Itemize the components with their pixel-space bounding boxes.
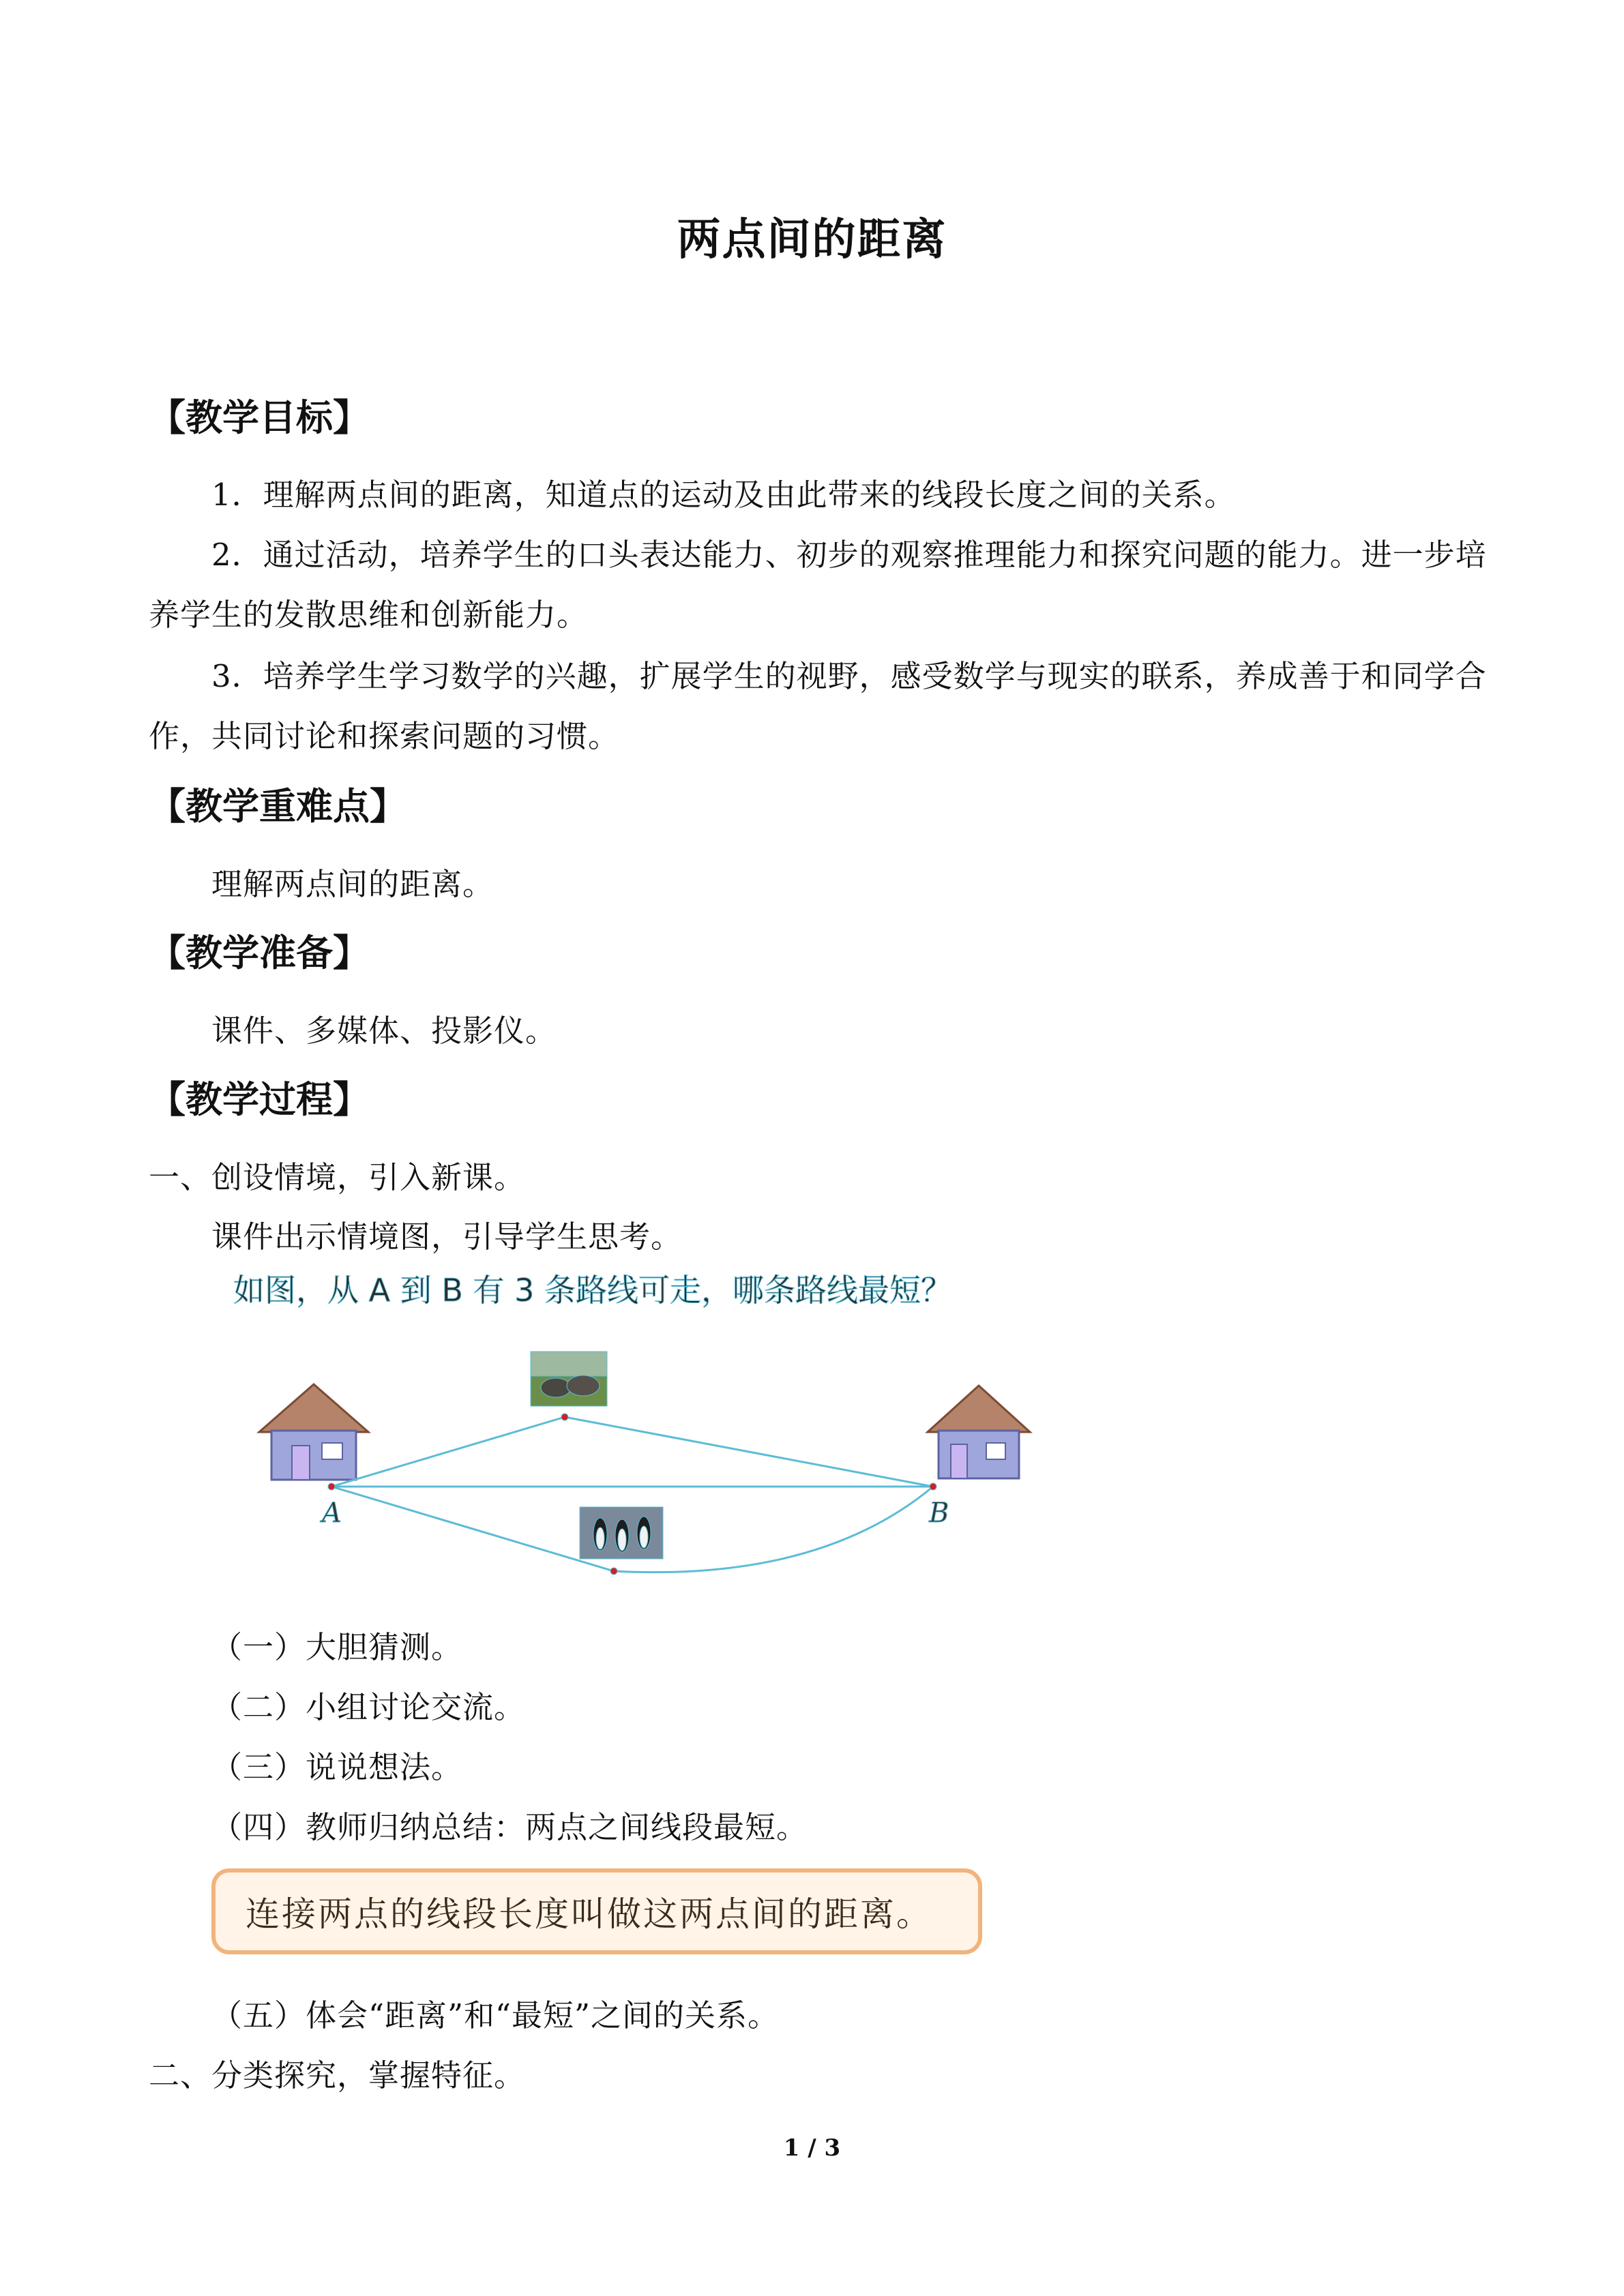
top-midpoint-marker xyxy=(561,1414,568,1420)
preparation-text: 课件、多媒体、投影仪。 xyxy=(211,1013,557,1049)
point-a-marker xyxy=(328,1483,335,1490)
objective-item-3: 3．培养学生学习数学的兴趣，扩展学生的视野，感受数学与现实的联系，养成善于和同学合作，共同讨论和探索问题的习惯。 xyxy=(149,658,1487,754)
heading-objectives: 【教学目标】 xyxy=(149,396,370,439)
process-part1-intro: 课件出示情境图，引导学生思考。 xyxy=(211,1219,683,1255)
heading-preparation: 【教学准备】 xyxy=(149,931,370,974)
point-a-label: A xyxy=(322,1497,342,1529)
route-diagram xyxy=(205,1262,1112,1589)
point-b-marker xyxy=(930,1483,936,1490)
step-1: （一）大胆猜测。 xyxy=(211,1629,463,1665)
house-a-icon xyxy=(259,1384,368,1480)
heading-process: 【教学过程】 xyxy=(149,1078,370,1121)
house-b-icon xyxy=(928,1386,1030,1478)
elephants-photo-icon xyxy=(531,1352,607,1406)
process-part2-title: 二、分类探究，掌握特征。 xyxy=(149,2057,526,2093)
definition-callout: 连接两点的线段长度叫做这两点间的距离。 xyxy=(211,1868,982,1954)
objective-item-1: 1．理解两点间的距离，知道点的运动及由此带来的线段长度之间的关系。 xyxy=(211,477,1236,513)
penguins-photo-icon xyxy=(580,1507,663,1559)
route-top xyxy=(331,1417,933,1487)
objective-item-2: 2．通过活动，培养学生的口头表达能力、初步的观察推理能力和探究问题的能力。进一步培养学生的发散思维和创新能力。 xyxy=(149,537,1487,633)
heading-key-points: 【教学重难点】 xyxy=(149,785,407,828)
bottom-midpoint-marker xyxy=(610,1568,617,1575)
diagram-question: 如图，从 A 到 B 有 3 条路线可走，哪条路线最短？ xyxy=(233,1272,953,1309)
step-5: （五）体会“距离”和“最短”之间的关系。 xyxy=(211,1997,780,2033)
step-3: （三）说说想法。 xyxy=(211,1749,463,1785)
step-4: （四）教师归纳总结：两点之间线段最短。 xyxy=(211,1809,808,1845)
step-2: （二）小组讨论交流。 xyxy=(211,1689,526,1725)
key-points-text: 理解两点间的距离。 xyxy=(211,866,494,902)
page-title: 两点间的距离 xyxy=(677,215,947,265)
point-b-label: B xyxy=(929,1497,949,1529)
page-number: 1 / 3 xyxy=(783,2134,841,2162)
process-part1-title: 一、创设情境，引入新课。 xyxy=(149,1159,526,1195)
